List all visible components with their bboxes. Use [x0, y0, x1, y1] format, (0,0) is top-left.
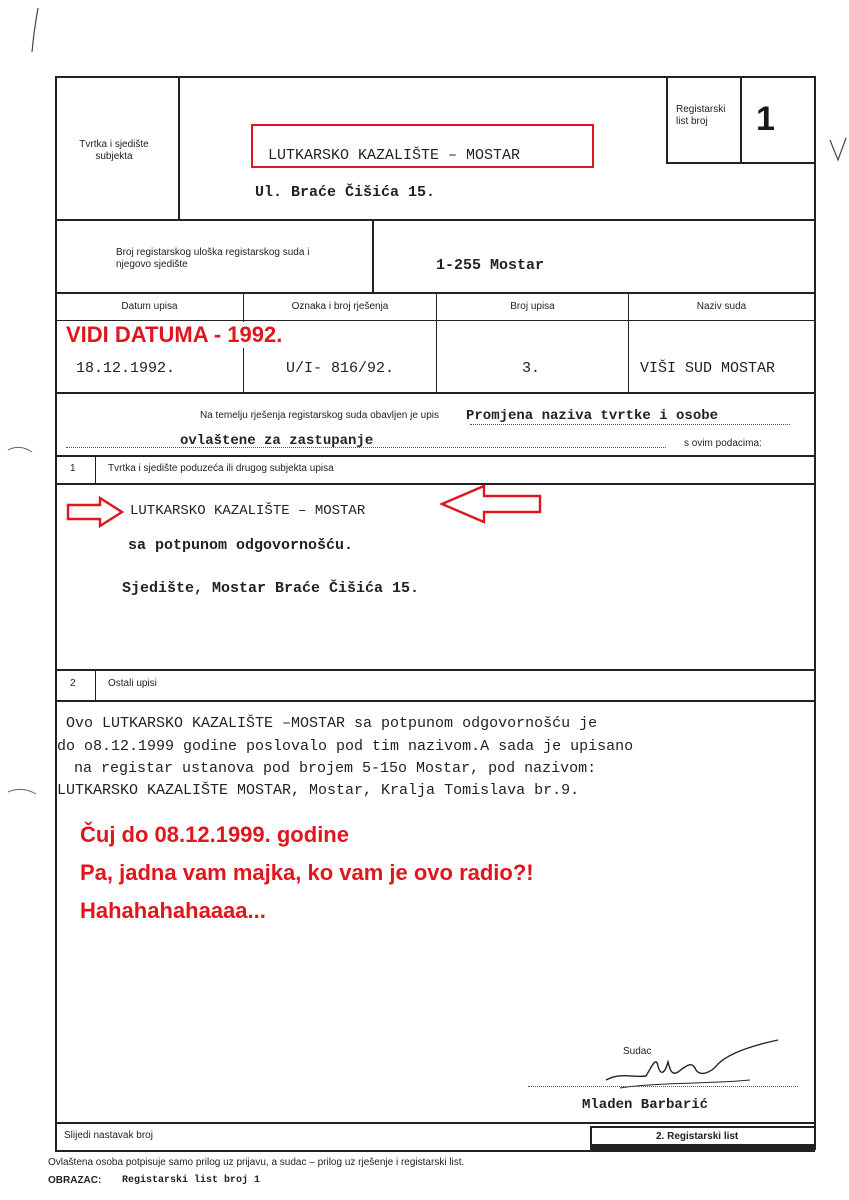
section2-line-4: LUTKARSKO KAZALIŠTE MOSTAR, Mostar, Kralja Tomislava br.9.	[57, 782, 580, 799]
section2-label: Ostali upisi	[108, 678, 157, 689]
next-sheet-label: 2. Registarski list	[656, 1131, 739, 1142]
continuation-label: Slijedi nastavak broj	[64, 1130, 153, 1141]
subject-address: Ul. Braće Čišića 15.	[255, 184, 436, 201]
signature-name: Mladen Barbarić	[582, 1097, 709, 1113]
signature-image	[600, 1036, 790, 1092]
date-annotation: VIDI DATUMA - 1992.	[66, 322, 286, 348]
court-header: Naziv suda	[696, 301, 747, 312]
registry-label: Broj registarskog uloška registarskog suda i njegovo sjedište	[116, 247, 310, 270]
section2-line-2: do o8.12.1999 godine poslovalo pod tim nazivom.A sada je upisano	[57, 738, 634, 755]
subject-label: Tvrtka i sjedište subjekta	[79, 139, 149, 162]
section2-number: 2	[70, 678, 76, 689]
registry-value: 1-255 Mostar	[436, 257, 545, 274]
notice-typed-line1: Promjena naziva tvrtke i osobe	[466, 408, 719, 424]
date-header: Datum upisa	[121, 301, 178, 312]
section1-name: LUTKARSKO KAZALIŠTE – MOSTAR	[130, 503, 366, 519]
subject-name: LUTKARSKO KAZALIŠTE – MOSTAR	[268, 147, 521, 164]
entry-header: Broj upisa	[510, 301, 555, 312]
section1-liability: sa potpunom odgovornošću.	[128, 537, 354, 554]
date-value: 18.12.1992.	[76, 360, 176, 377]
section1-number: 1	[70, 463, 76, 474]
section2-line-3: na registar ustanova pod brojem 5-15o Mostar, pod nazivom:	[74, 760, 597, 777]
decision-header: Oznaka i broj rješenja	[291, 301, 389, 312]
entry-value: 3.	[522, 360, 541, 377]
notice-prefix: Na temelju rješenja registarskog suda obavljen je upis	[200, 410, 440, 421]
comment-line-1: Čuj do 08.12.1999. godine	[80, 822, 349, 847]
section1-label: Tvrtka i sjedište poduzeća ili drugog subjekta upisa	[108, 463, 334, 474]
form-label: OBRAZAC:	[48, 1175, 102, 1186]
sheet-number: 1	[756, 100, 775, 138]
section2-line-1: Ovo LUTKARSKO KAZALIŠTE –MOSTAR sa potpunom odgovornošću je	[66, 715, 598, 732]
notice-suffix: s ovim podacima:	[684, 438, 762, 449]
arrow-right-icon	[66, 496, 126, 528]
footer-note: Ovlaštena osoba potpisuje samo prilog uz prijavu, a sudac – prilog uz rješenje i registarski list.	[48, 1157, 465, 1168]
decision-value: U/I- 816/92.	[286, 360, 395, 377]
comment-line-2: Pa, jadna vam majka, ko vam je ovo radio?!	[80, 860, 534, 885]
notice-typed-line2: ovlaštene za zastupanje	[180, 433, 374, 449]
section1-seat: Sjedište, Mostar Braće Čišića 15.	[122, 580, 420, 597]
signature-role: Sudac	[623, 1046, 652, 1057]
comment-line-3: Hahahahahaaaa...	[80, 898, 266, 923]
sheet-label: Registarski list broj	[676, 104, 726, 127]
form-name: Registarski list broj 1	[122, 1175, 261, 1186]
court-value: VIŠI SUD MOSTAR	[640, 360, 776, 377]
arrow-left-icon	[440, 484, 544, 524]
